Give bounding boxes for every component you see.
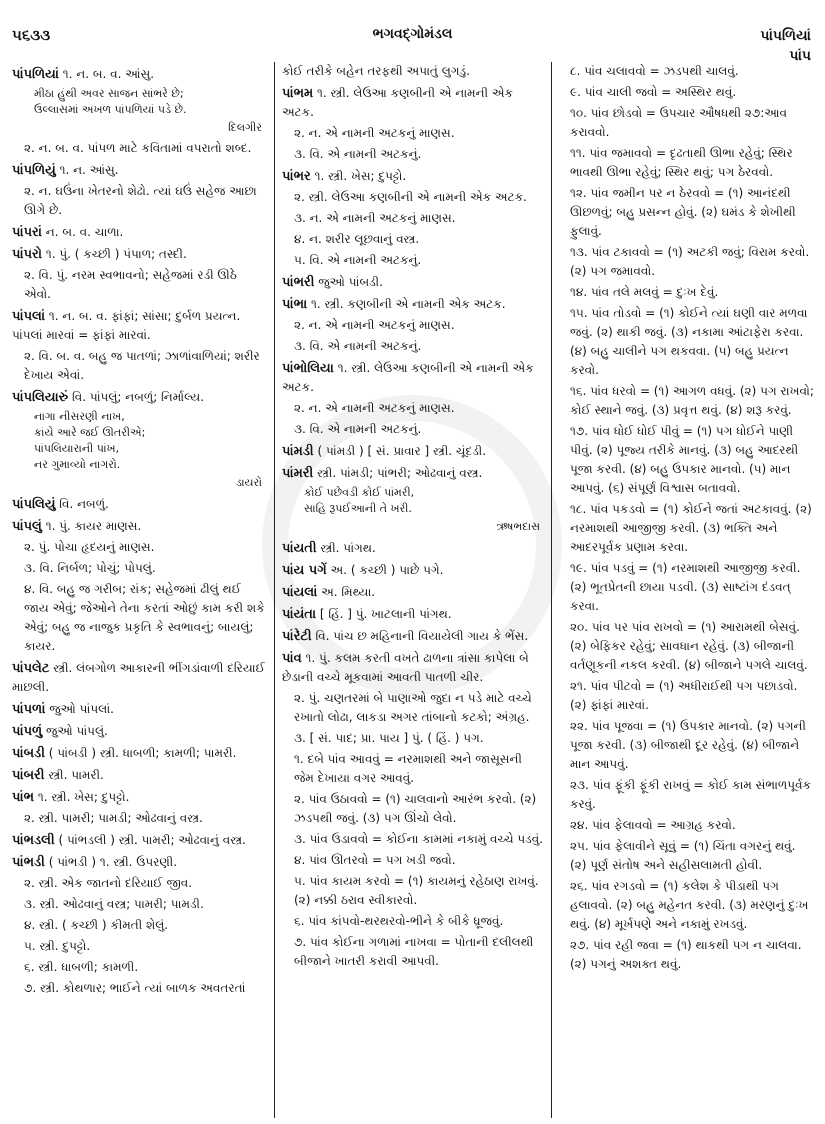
sense-item: ૫. વિ. એ નામની અટકનું. bbox=[294, 253, 422, 267]
headword: પાંભડી bbox=[12, 855, 45, 870]
quote-line: કાંયે આરે જઈ ઊતરીએ; bbox=[34, 426, 146, 439]
definition: [ હિં. ] પું. ખાટલાની પાંગથ. bbox=[316, 607, 452, 621]
definition: વિ. નબળું. bbox=[55, 497, 109, 511]
headword: પાંબરી bbox=[12, 768, 45, 783]
idiom-item: ૨૭. પાંવ રહી જવા = (૧) થાકથી પગ ન ચાલવા. (૨) પગનું અશક્ત થવું. bbox=[570, 938, 802, 971]
definition: અ. મિથ્યા. bbox=[317, 585, 376, 599]
sense-item: ૩. વિ. એ નામની અટકનું. bbox=[294, 147, 422, 161]
dictionary-entry bbox=[12, 831, 266, 850]
idiom-item: ૧. દબે પાંવ આવવું = નરમાશથી અને જાસૂસની જેમ દેખાયા વગર આવવું. bbox=[294, 752, 522, 785]
idiom-item: ૨૦. પાંવ પર પાંવ રાખવો = (૧) આરામથી બેસવું. (૨) બેફિકર રહેવું; સાવધાન રહેવું. (૩) બીજાની વર્તણૂકની નકલ કરવી. (૪) બીજાને પગલે ચાલવું. bbox=[570, 620, 808, 672]
definition: જુઓ પાંપલું. bbox=[42, 724, 108, 738]
quote-line: કોઈ પછેવડી કોઈ પાંમરી, bbox=[304, 486, 415, 499]
headword: પાંભ bbox=[12, 790, 35, 805]
dictionary-entry bbox=[282, 539, 544, 558]
sense-item: ૩. [ સં. પાદ; પ્રા. પાય ] પું. ( હિં. ) પગ. bbox=[294, 731, 484, 745]
sense-item: ૩. ન. એ નામની અટકનું માણસ. bbox=[294, 211, 456, 225]
dictionary-entry bbox=[12, 307, 266, 345]
quote-attribution: ડાયરો bbox=[235, 476, 262, 489]
idiom-item: ૨૫. પાંવ ફેલાવીને સૂવું = (૧) ચિંતા વગરનું થવું. (૨) પૂર્ણ સંતોષ અને સહીસલામતી હોવી. bbox=[570, 839, 796, 872]
sense-item: ૫. સ્ત્રી. દુપટ્ટો. bbox=[24, 939, 91, 953]
headword: પાંપળું bbox=[12, 724, 43, 739]
dictionary-entry bbox=[12, 161, 266, 180]
dictionary-entry bbox=[282, 561, 544, 580]
headword: પાંબડી bbox=[12, 746, 45, 761]
dictionary-entry bbox=[12, 766, 266, 785]
definition: વિ. પાંપલું; નબળું; નિર્માલ્ય. bbox=[68, 390, 205, 404]
sense-item: ૨. ન. એ નામની અટકનું માણસ. bbox=[294, 318, 455, 332]
dictionary-entry bbox=[12, 744, 266, 763]
dictionary-entry bbox=[282, 605, 544, 624]
idiom-item: ૧૩. પાંવ ટકાવવો = (૧) અટકી જવું; વિરામ કરવો. (૨) પગ જમાવવો. bbox=[570, 245, 810, 278]
quote-line: પાંપલિયારાની પાંખ, bbox=[34, 442, 120, 455]
dictionary-entry bbox=[282, 464, 544, 483]
quote-line: સાહિ રૂપઈઆની તે ખરી. bbox=[304, 502, 412, 515]
sense-item: ૬. સ્ત્રી. ધાબળી; કામળી. bbox=[24, 960, 139, 974]
idiom-item: ૧૪. પાંવ તલે મલવું = દુઃખ દેવું. bbox=[570, 285, 719, 299]
idiom-item: ૧૫. પાંવ તોડવો = (૧) કોઈને ત્યાં ઘણી વાર મળવા જવું. (૨) થાકી જવું. (૩) નકામા આંટાફેરા કરવા. (૪) બહુ ચાલીને પગ થકવવા. (૫) બહુ પ્રયત્ન કરવો. bbox=[570, 306, 808, 377]
headword: પાંપળિયાં bbox=[12, 67, 59, 82]
dictionary-entry bbox=[282, 627, 544, 646]
idiom-item: ૪. પાંવ ઊતરવો = પગ ખડી જવો. bbox=[294, 853, 456, 867]
column-3 bbox=[558, 62, 814, 1116]
headword: પાંપરો bbox=[12, 247, 43, 262]
idiom-item: ૧૧. પાંવ જમાવવો = દૃઢતાથી ઊભા રહેવું; સ્થિર ભાવથી ઊભા રહેવું; સ્થિર થવું; પગ ઠેરવવો. bbox=[570, 146, 793, 179]
dictionary-entry bbox=[12, 495, 266, 514]
dictionary-entry bbox=[282, 295, 544, 314]
headword: પાંમરી bbox=[282, 466, 314, 481]
headword: પાંયલાં bbox=[282, 585, 318, 600]
headword: પાંવ bbox=[282, 651, 302, 666]
quote-line: ઉલ્લાસમાં અખળ પાંપળિયાં પડે છે. bbox=[34, 103, 187, 116]
idiom-item: ૧૬. પાંવ ધરવો = (૧) આગળ વધવું. (૨) પગ રાખવો; કોઈ સ્થાને જવું. (૩) પ્રવૃત્ત થવું. (૪) શરૂ કરવું. bbox=[570, 384, 814, 417]
quote-attribution: ઋષભદાસ bbox=[496, 520, 540, 533]
dictionary-entry bbox=[282, 583, 544, 602]
continued-text: કોઈ તરીકે બહેન તરફથી અપાતું લુગડું. bbox=[282, 64, 470, 78]
headword: પાંભમ bbox=[282, 86, 314, 101]
headword: પાંયતી bbox=[282, 541, 317, 556]
quote-line: નર ગુમાવ્યો નાગરો. bbox=[34, 458, 121, 471]
dictionary-entry bbox=[12, 700, 266, 719]
definition: ૧. પું. કાયર માણસ. bbox=[41, 519, 142, 533]
definition: સ્ત્રી. પાંમડી; પાંભરી; ઓઢવાનું વસ્ત્ર. bbox=[313, 466, 483, 480]
sense-item: ૪. ન. શરીર લૂછવાનું વસ્ત્ર. bbox=[294, 232, 420, 246]
idiom-item: ૬. પાંવ કાંપવો-થરથરવો-ભીને કે બીકે ધ્રૂજવું. bbox=[294, 914, 504, 928]
definition: ૧. સ્ત્રી. ખેસ; દુપટ્ટો. bbox=[310, 169, 407, 183]
column-1 bbox=[12, 62, 266, 1116]
definition: અ. ( કચ્છી ) પાછે પગે. bbox=[326, 563, 444, 577]
headword: પાંભા bbox=[282, 297, 308, 312]
idiom-item: ૨૧. પાંવ પીટવો = (૧) અધીરાઈથી પગ પછાડવો. (૨) ફાંફાં મારવાં. bbox=[570, 679, 798, 712]
dictionary-entry bbox=[282, 649, 544, 687]
headword: પાંપલું bbox=[12, 519, 42, 534]
idiom-item: ૨૩. પાંવ ફૂંકી ફૂંકી રાખવું = કોઈ કામ સંભાળપૂર્વક કરવું. bbox=[570, 778, 812, 811]
definition: ૧. સ્ત્રી. લેઉઆ કણબીની એ નામની એક અટક. bbox=[282, 361, 534, 394]
sense-item: ૩. વિ. એ નામની અટકનું. bbox=[294, 422, 422, 436]
idiom-item: ૯. પાંવ ચાલી જવો = અસ્થિર થવું. bbox=[570, 85, 737, 99]
definition: ૧. સ્ત્રી. કણબીની એ નામની એક અટક. bbox=[307, 297, 506, 311]
sense-item: ૨. ન. એ નામની અટકનું માણસ. bbox=[294, 126, 455, 140]
catchword bbox=[760, 26, 811, 66]
definition: ૧. ન. બ. વ. આંસુ. bbox=[58, 67, 155, 81]
idiom-item: ૧૮. પાંવ પકડવો = (૧) કોઈને જતાં અટકાવવું. (૨) નરમાશથી આજીજી કરવી. (૩) ભક્તિ અને આદરપૂર્વક પ્રણામ કરવા. bbox=[570, 502, 812, 554]
catchword-first: પાંપળિયાં bbox=[760, 28, 811, 44]
headword: પાંપલાં bbox=[12, 309, 46, 324]
definition: ( પાંમડી ) [ સં. પ્રાવાર ] સ્ત્રી. ચૂંદડી. bbox=[313, 444, 487, 458]
dictionary-entry bbox=[282, 359, 544, 397]
headword: પાંપળાં bbox=[12, 702, 46, 717]
dictionary-entry bbox=[12, 853, 266, 872]
sense-item: ૩. વિ. નિર્બળ; પોચું; પોપલું. bbox=[24, 561, 156, 575]
sense-item: ૨. ન. ઘઉંના ખેતરનો શેઢો. ત્યાં ઘઉં સહેજ આછા ઊગે છે. bbox=[24, 184, 257, 217]
running-title: ભગવદ્ગોમંડલ bbox=[372, 26, 453, 42]
definition: ( પાંબડી ) સ્ત્રી. ધાબળી; કામળી; પામરી. bbox=[44, 746, 237, 760]
headword: પાંમડી bbox=[282, 444, 314, 459]
sense-item: ૨. ન. એ નામની અટકનું માણસ. bbox=[294, 401, 455, 415]
dictionary-entry bbox=[12, 517, 266, 536]
idiom-item: ૫. પાંવ કાયમ કરવો = (૧) કાયમનું રહેઠાણ રાખવું. (૨) નક્કી ઠરાવ સ્વીકારવો. bbox=[294, 874, 539, 907]
definition: ૧. સ્ત્રી. ખેસ; દુપટ્ટો. bbox=[34, 790, 130, 804]
definition: સ્ત્રી. પાંગથ. bbox=[316, 541, 376, 555]
dictionary-entry bbox=[12, 722, 266, 741]
quote-line: મીઠા હુંથી અવર સાજન સાંભરે છે; bbox=[34, 87, 184, 100]
idiom-item: ૩. પાંવ ઉડાવવો = કોઈના કામમાં નકામું વચ્ચે પડવું. bbox=[294, 832, 544, 846]
dictionary-entry bbox=[12, 223, 266, 242]
quote-line: નાગા નીસરણી નાખ, bbox=[34, 410, 125, 423]
idiom-item: ૨. પાંવ ઉઠાવવો = (૧) ચાલવાનો આરંભ કરવો. (૨) ઝડપથી જવું. (૩) પગ ઊંચો લેવો. bbox=[294, 792, 537, 825]
dictionary-entry bbox=[12, 245, 266, 264]
definition: ૧. ન. બ. વ. ફાંફાં; સાંસા; દુર્બળ પ્રયત્ન. પાંપલાં મારવાં = ફાંફાં મારવાં. bbox=[12, 309, 241, 342]
headword: પાંય પગેં bbox=[282, 563, 327, 578]
definition: ૧. પું. ( કચ્છી ) પંપાળ; તસ્દી. bbox=[42, 247, 187, 261]
sense-item: ૨. વિ. પું. નરમ સ્વભાવનો; સહેજમાં રડી ઊઠે એવો. bbox=[24, 268, 237, 301]
definition: ૧. સ્ત્રી. લેઉઆ કણબીની એ નામની એક અટક. bbox=[282, 86, 513, 119]
page-header bbox=[0, 0, 825, 70]
idiom-item: ૧૯. પાંવ પડવું = (૧) નરમાશથી આજીજી કરવી. (૨) ભૂતપ્રેતની છાયા પડવી. (૩) સાષ્ટાંગ દંડવત્ કરવા. bbox=[570, 561, 801, 613]
dictionary-entry bbox=[282, 84, 544, 122]
idiom-item: ૨૪. પાંવ ફેલાવવો = આગ્રહ કરવો. bbox=[570, 818, 736, 832]
sense-item: ૨. ન. બ. વ. પાંપળ માટે કવિતામાં વપરાતો શબ્દ. bbox=[24, 141, 252, 155]
headword: પાંપલિયું bbox=[12, 497, 56, 512]
dictionary-entry bbox=[282, 167, 544, 186]
sense-item: ૨. પું. પોચા હૃદયનું માણસ. bbox=[24, 540, 155, 554]
headword: પાંભરી bbox=[282, 275, 315, 290]
idiom-item: ૧૨. પાંવ જમીન પર ન ઠેરવવો = (૧) આનંદથી ઊછળવું; બહુ પ્રસન્ન હોવું. (૨) ઘમંડ કે શેખીથી ફુલાવું. bbox=[570, 186, 796, 238]
idiom-item: ૮. પાંવ ચલાવવો = ઝડપથી ચાલવું. bbox=[570, 64, 739, 78]
headword: પાંપરાં bbox=[12, 225, 42, 240]
sense-item: ૨. સ્ત્રી. પામરી; પામડી; ઓઢવાનું વસ્ત્ર. bbox=[24, 811, 203, 825]
idiom-item: ૨૨. પાંવ પૂજવા = (૧) ઉપકાર માનવો. (૨) પગની પૂજા કરવી. (૩) બીજાથી દૂર રહેવું. (૪) બીજાને માન આપવું. bbox=[570, 719, 806, 771]
headword: પાંભડલી bbox=[12, 833, 55, 848]
catchword-last: પાંપ bbox=[789, 48, 811, 64]
sense-item: ૨. સ્ત્રી. એક જાતનો દરિયાઈ જીવ. bbox=[24, 876, 193, 890]
definition: સ્ત્રી. લંબગોળ આકારની ભીંગડાંવાળી દરિયાઈ માછલી. bbox=[12, 661, 265, 694]
headword: પાંભર bbox=[282, 169, 311, 184]
headword: પાંભોલિયા bbox=[282, 361, 334, 376]
column-divider bbox=[274, 62, 275, 1118]
definition: ( પાંભડી ) ૧. સ્ત્રી. ઉપરણી. bbox=[44, 855, 178, 869]
headword: પાંપલેટ bbox=[12, 661, 50, 676]
idiom-item: ૧૭. પાંવ ધોઈ ધોઈ પીવું = (૧) પગ ધોઈને પાણી પીવું. (૨) પૂજ્ય તરીકે માનવું. (૩) બહુ આદરથી પૂજા કરવી. (૪) બહુ ઉપકાર માનવો. (૫) માન આપવું. (૬) સંપૂર્ણ વિશ્વાસ બતાવવો. bbox=[570, 424, 799, 495]
dictionary-entry bbox=[12, 788, 266, 807]
sense-item: ૨. સ્ત્રી. લેઉઆ કણબીની એ નામની એક અટક. bbox=[294, 190, 527, 204]
sense-item: ૨. વિ. બ. વ. બહુ જ પાતળાં; ઝાળાંવાળિયાં; શરીર દેખાય એવાં. bbox=[24, 349, 260, 382]
dictionary-entry bbox=[282, 442, 544, 461]
idiom-item: ૨૬. પાંવ રગડવો = (૧) કલેશ કે પીડાથી પગ હલાવવો. (૨) બહુ મહેનત કરવી. (૩) મરણનું દુઃખ થવું. (૪) મૂર્ખપણે અને નકામું રખડવું. bbox=[570, 879, 809, 931]
sense-item: ૩. સ્ત્રી. ઓઢવાનું વસ્ત્ર; પામરી; પામડી. bbox=[24, 897, 204, 911]
headword: પાંપળિયું bbox=[12, 163, 56, 178]
sense-item: ૪. વિ. બહુ જ ગરીબ; રાંક; સહેજમાં ઢીલું થઈ જાય એવું; જેઓને તેના કરતાં ઓછું કામ કરી શકે એવું; બહુ જ નાજુક પ્રકૃતિ કે સ્વભાવનું; બાયલું; કાયર. bbox=[24, 582, 265, 653]
sense-item: ૪. સ્ત્રી. ( કચ્છી ) કીમતી શેલું. bbox=[24, 918, 169, 932]
definition: વિ. પાંચ છ મહિનાની વિયાયેલી ગાય કે ભેંસ. bbox=[311, 629, 529, 643]
column-2 bbox=[282, 62, 544, 1116]
headword: પાંરેટી bbox=[282, 629, 312, 644]
definition: જુઓ પાંબડી. bbox=[314, 275, 383, 289]
quote-attribution: દિલગીર bbox=[228, 121, 262, 134]
dictionary-entry bbox=[12, 65, 266, 84]
sense-item: ૭. સ્ત્રી. કોથળાર; ભાઈને ત્યાં બાળક અવતરતાં bbox=[24, 981, 246, 995]
definition: ૧. ન. આંસુ. bbox=[55, 163, 119, 177]
headword: પાંપલિયારું bbox=[12, 390, 69, 405]
column-divider bbox=[551, 62, 552, 1118]
headword: પાંયંતા bbox=[282, 607, 317, 622]
definition: સ્ત્રી. પામરી. bbox=[44, 768, 104, 782]
sense-item: ૩. વિ. એ નામની અટકનું. bbox=[294, 339, 422, 353]
definition: જુઓ પાંપલાં. bbox=[45, 702, 114, 716]
definition: ન. બ. વ. ચાળા. bbox=[41, 225, 124, 239]
dictionary-entry bbox=[12, 659, 266, 697]
definition: ૧. પું. કલમ કરતી વખતે ઢાળના ત્રાંસા કાપેલા બે છેડાની વચ્ચે મૂકવામાં આવતી પાતળી ચીર. bbox=[282, 651, 529, 684]
dictionary-entry bbox=[282, 273, 544, 292]
dictionary-entry bbox=[12, 388, 266, 407]
idiom-item: ૧૦. પાંવ છોડવો = ઉપચાર ઔષધથી ૨૭:આવ કરાવવો. bbox=[570, 106, 787, 139]
page-number: ૫૬૩૩ bbox=[12, 26, 51, 44]
idiom-item: ૭. પાંવ કોઈના ગળામાં નાખવા = પોતાની દલીલથી બીજાને ખાતરી કરાવી આપવી. bbox=[294, 935, 534, 968]
definition: ( પાંભડલી ) સ્ત્રી. પામરી; ઓઢવાનું વસ્ત્ર. bbox=[54, 833, 246, 847]
sense-item: ૨. પું. ચણતરમાં બે પાણાઓ જુદા ન પડે માટે વચ્ચે રખાતો લોઢા, લાકડા અગર તાંબાનો કટકો; અંગ્રહ. bbox=[294, 691, 532, 724]
